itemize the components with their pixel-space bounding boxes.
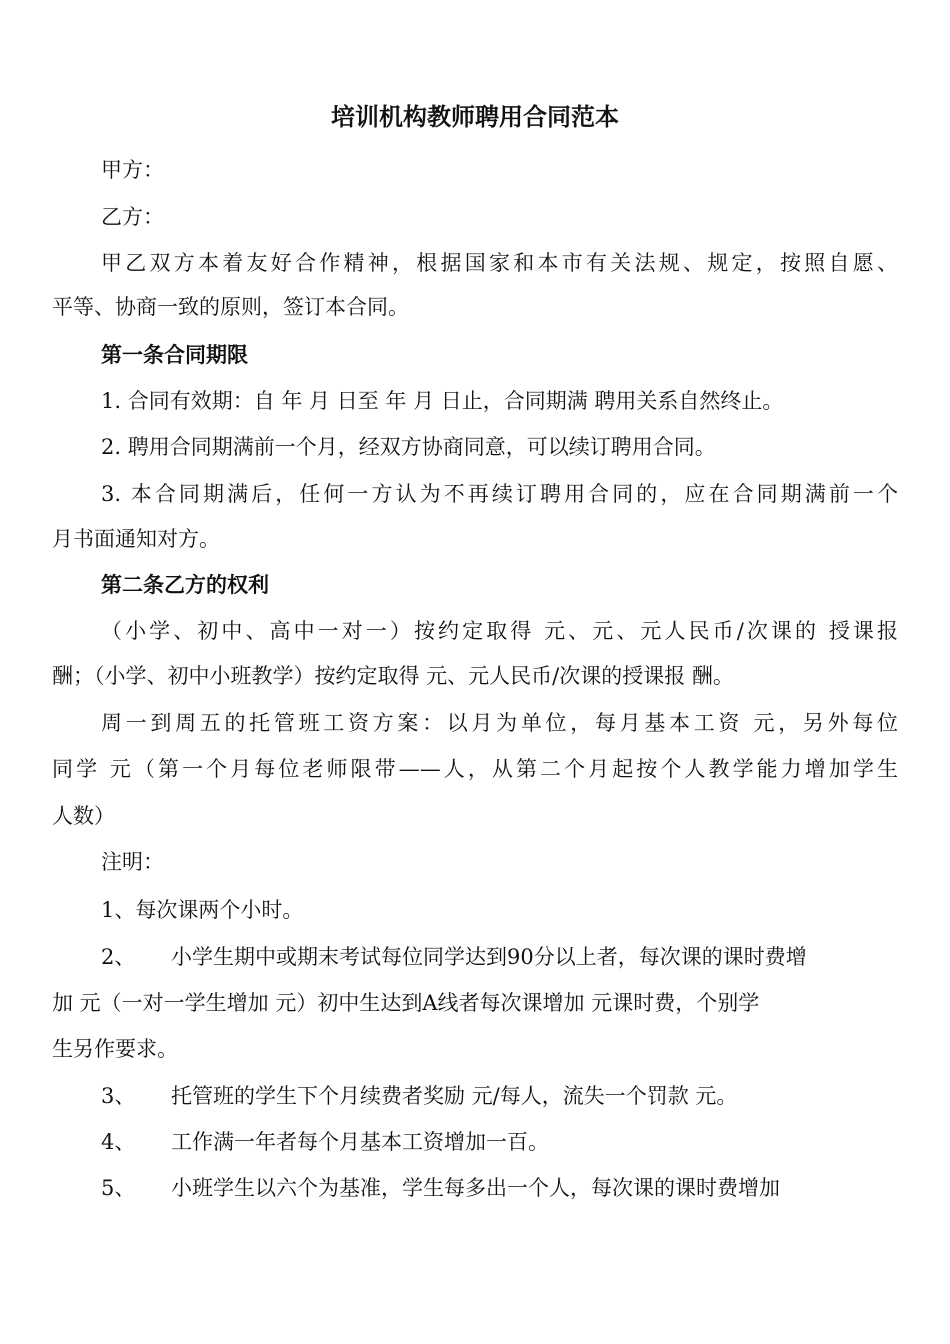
party-b-label: 乙方： <box>101 205 164 229</box>
note-3-number: 3、 <box>101 1084 136 1108</box>
note-2-line-3: 生另作要求。 <box>52 1037 178 1061</box>
party-a-label: 甲方： <box>101 158 164 182</box>
daycare-line-1: 周一到周五的托管班工资方案：以月为单位，每月基本工资 元，另外每位 <box>101 711 898 735</box>
article-1-item-1: 1. 合同有效期：自 年 月 日至 年 月 日止，合同期满 聘用关系自然终止。 <box>101 389 784 413</box>
article-1-heading: 第一条合同期限 <box>101 342 248 367</box>
article-2-heading: 第二条乙方的权利 <box>101 572 269 597</box>
article-2-pay-line-1: （小学、初中、高中一对一）按约定取得 元、元、元人民币/次课的 授课报 <box>101 619 898 643</box>
note-5-text: 小班学生以六个为基准，学生每多出一个人，每次课的课时费增加 <box>171 1176 780 1200</box>
page-title: 培训机构教师聘用合同范本 <box>331 102 619 131</box>
note-4 <box>101 1127 898 1157</box>
preamble-line-1: 甲乙双方本着友好合作精神，根据国家和本市有关法规、规定，按照自愿、 <box>101 251 898 275</box>
note-2-text: 小学生期中或期末考试每位同学达到90分以上者，每次课的课时费增 <box>171 945 807 969</box>
notes-label: 注明： <box>101 850 164 874</box>
note-3 <box>101 1081 898 1111</box>
note-4-number: 4、 <box>101 1130 136 1154</box>
note-4-text: 工作满一年者每个月基本工资增加一百。 <box>171 1130 549 1154</box>
note-5 <box>101 1173 898 1203</box>
article-2-pay-line-2: 酬；（小学、初中小班教学）按约定取得 元、元人民币/次课的授课报 酬。 <box>52 664 734 688</box>
note-1: 1、每次课两个小时。 <box>101 898 304 922</box>
article-1-item-3-line-1: 3. 本合同期满后，任何一方认为不再续订聘用合同的，应在合同期满前一个 <box>101 482 898 506</box>
note-3-text: 托管班的学生下个月续费者奖励 元/每人，流失一个罚款 元。 <box>171 1084 738 1108</box>
note-2-line-2: 加 元（一对一学生增加 元）初中生达到A线者每次课增加 元课时费，个别学 <box>52 991 760 1015</box>
note-2-number: 2、 <box>101 945 136 969</box>
daycare-line-3: 人数） <box>52 804 115 828</box>
daycare-line-2: 同学 元（第一个月每位老师限带——人，从第二个月起按个人教学能力增加学生 <box>52 757 898 781</box>
note-5-number: 5、 <box>101 1176 136 1200</box>
article-1-item-3-line-2: 月书面通知对方。 <box>52 527 220 551</box>
article-1-item-2: 2. 聘用合同期满前一个月，经双方协商同意，可以续订聘用合同。 <box>101 435 716 459</box>
preamble-line-2: 平等、协商一致的原则，签订本合同。 <box>52 295 409 319</box>
note-2-line-1 <box>101 942 898 972</box>
